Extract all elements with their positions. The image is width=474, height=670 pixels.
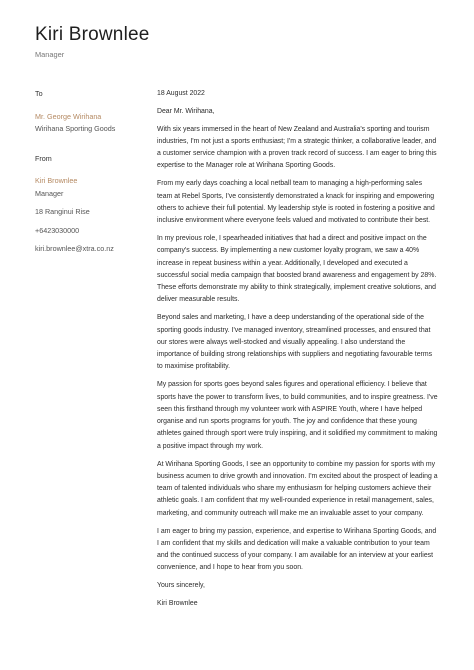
letter-paragraph: I am eager to bring my passion, experience, and expertise to Wirihana Sporting Goods, and I am confident that my skills and dedication will make a valuable contribution to your team and the continued success of your company. I am available for an interview at your earliest convenience, and I hope to hear from you soon. xyxy=(157,527,437,572)
letter-closing: Yours sincerely, xyxy=(157,582,205,590)
letter-paragraph: In my previous role, I spearheaded initiatives that had a direct and positive impact on the company's success. By implementing a new customer loyalty program, we saw a 40% increase in repeat business within a year. Additionally, I developed and executed a successful social media campaign that boosted brand awareness and engagement by 28%. These efforts demonstrate my ability to think strategically, implement creative solutions, and deliver measurable results. xyxy=(157,234,437,304)
letter-salutation: Dear Mr. Wirihana, xyxy=(157,107,215,115)
letter-body xyxy=(157,88,439,616)
recipient-company: Wirihana Sporting Goods xyxy=(35,124,116,133)
sender-job-title: Manager xyxy=(35,50,65,59)
letter-signature: Kiri Brownlee xyxy=(157,599,198,607)
letter-paragraph: My passion for sports goes beyond sales figures and operational efficiency. I believe that sports have the power to transform lives, to build communities, and to inspire greatness. I've seen this firsthand through my volunteer work with ASPIRE Youth, where I have helped organise and run sports programs for youth. The joy and confidence that these young athletes gained through sport were truly inspiring, and it solidified my commitment to making a positive impact through my work. xyxy=(157,381,438,450)
from-name: Kiri Brownlee xyxy=(35,176,78,185)
sender-name-heading: Kiri Brownlee xyxy=(35,24,150,45)
to-label: To xyxy=(35,89,43,98)
from-address: 18 Ranginui Rise xyxy=(35,207,90,216)
from-title: Manager xyxy=(35,188,64,198)
from-email: kiri.brownlee@xtra.co.nz xyxy=(35,244,114,253)
letter-header xyxy=(35,24,150,59)
letter-paragraph: Beyond sales and marketing, I have a deep understanding of the operational side of the sporting goods industry. I've managed inventory, streamlined processes, and ensured that our stores were always well-stocked and visually appealing. I also understand the importance of building strong relationships with suppliers and negotiating favourable terms to maximise profitability. xyxy=(157,314,433,371)
contact-column xyxy=(35,88,145,256)
from-label: From xyxy=(35,153,52,163)
recipient-name: Mr. George Wirihana xyxy=(35,111,102,121)
from-phone: +6423030000 xyxy=(35,225,80,235)
letter-paragraph: With six years immersed in the heart of New Zealand and Australia's sporting and tourism industries, I'm not just a sports enthusiast; I'm a strategic thinker, a collaborative leader, and a customer service champion with a proven track record of success. I am eager to bring this expertise to the Manager role at Wirihana Sporting Goods. xyxy=(157,125,437,170)
letter-paragraph: From my early days coaching a local netball team to managing a high-performing sales team at Rebel Sports, I've consistently demonstrated a knack for inspiring and empowering others to achieve their full potential. My leadership style is rooted in fostering a positive and inclusive environment where everyone feels valued and motivated to contribute their best. xyxy=(157,180,435,225)
letter-paragraph: At Wirihana Sporting Goods, I see an opportunity to combine my passion for sports with my business acumen to drive growth and innovation. I'm excited about the prospect of leading a team of talented individuals who share my enthusiasm for helping customers achieve their athletic goals. I am confident that my well-rounded experience in retail management, sales, marketing, and community outreach will make me an invaluable asset to your company. xyxy=(157,460,438,517)
letter-date: 18 August 2022 xyxy=(157,90,205,97)
